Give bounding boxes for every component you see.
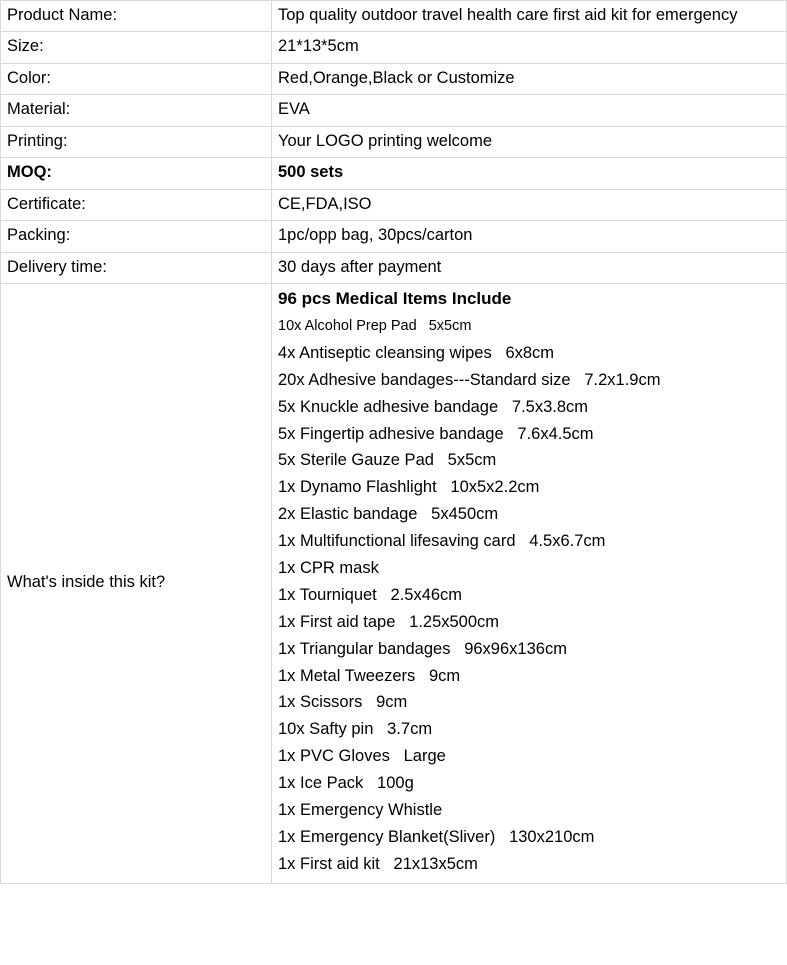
table-row: [1, 95, 787, 126]
list-item: 1x Scissors 9cm: [278, 693, 408, 712]
spec-value: 500 sets: [272, 158, 787, 189]
list-item: 1x Triangular bandages 96x96x136cm: [278, 639, 567, 658]
spec-label: Product Name:: [1, 1, 272, 32]
table-row: [1, 252, 787, 283]
kit-contents-title: 96 pcs Medical Items Include: [278, 288, 512, 308]
spec-value: Top quality outdoor travel health care first aid kit for emergency: [272, 1, 787, 32]
spec-label: Color:: [1, 63, 272, 94]
table-row: [1, 158, 787, 189]
spec-value: 30 days after payment: [272, 252, 787, 283]
list-item: 1x Emergency Whistle: [278, 800, 443, 819]
table-row: [1, 189, 787, 220]
kit-contents-row: [1, 283, 787, 883]
list-item: 4x Antiseptic cleansing wipes 6x8cm: [278, 343, 555, 362]
spec-label: Certificate:: [1, 189, 272, 220]
spec-value: CE,FDA,ISO: [272, 189, 787, 220]
list-item: 1x First aid tape 1.25x500cm: [278, 612, 500, 631]
spec-label: MOQ:: [1, 158, 272, 189]
table-body: [1, 1, 787, 884]
table-row: [1, 126, 787, 157]
kit-contents-value: [272, 283, 787, 883]
list-item: 5x Sterile Gauze Pad 5x5cm: [278, 451, 497, 470]
spec-value: 1pc/opp bag, 30pcs/carton: [272, 221, 787, 252]
spec-value: Your LOGO printing welcome: [272, 126, 787, 157]
list-item: 2x Elastic bandage 5x450cm: [278, 505, 499, 524]
list-item: 1x Tourniquet 2.5x46cm: [278, 585, 463, 604]
table-row: [1, 1, 787, 32]
spec-label: Material:: [1, 95, 272, 126]
list-item: 1x PVC Gloves Large: [278, 747, 446, 766]
list-item: 5x Fingertip adhesive bandage 7.6x4.5cm: [278, 424, 594, 443]
list-item: 10x Safty pin 3.7cm: [278, 720, 433, 739]
list-item: 1x First aid kit 21x13x5cm: [278, 854, 478, 873]
list-item: 5x Knuckle adhesive bandage 7.5x3.8cm: [278, 397, 589, 416]
list-item: 1x Emergency Blanket(Sliver) 130x210cm: [278, 827, 595, 846]
table-row: [1, 63, 787, 94]
table-row: [1, 221, 787, 252]
kit-contents-label: What's inside this kit?: [1, 283, 272, 883]
spec-value: 21*13*5cm: [272, 32, 787, 63]
list-item: 1x Ice Pack 100g: [278, 774, 414, 793]
list-item: 1x CPR mask: [278, 558, 379, 577]
spec-value: EVA: [272, 95, 787, 126]
list-item: 1x Metal Tweezers 9cm: [278, 666, 461, 685]
spec-label: Printing:: [1, 126, 272, 157]
spec-label: Delivery time:: [1, 252, 272, 283]
spec-value: Red,Orange,Black or Customize: [272, 63, 787, 94]
list-item: 20x Adhesive bandages---Standard size 7.2x1.9cm: [278, 370, 661, 389]
table-row: [1, 32, 787, 63]
spec-label: Packing:: [1, 221, 272, 252]
spec-label: Size:: [1, 32, 272, 63]
list-item: 1x Dynamo Flashlight 10x5x2.2cm: [278, 478, 540, 497]
list-item: 1x Multifunctional lifesaving card 4.5x6.7cm: [278, 532, 606, 551]
list-item: 10x Alcohol Prep Pad 5x5cm: [278, 318, 472, 335]
